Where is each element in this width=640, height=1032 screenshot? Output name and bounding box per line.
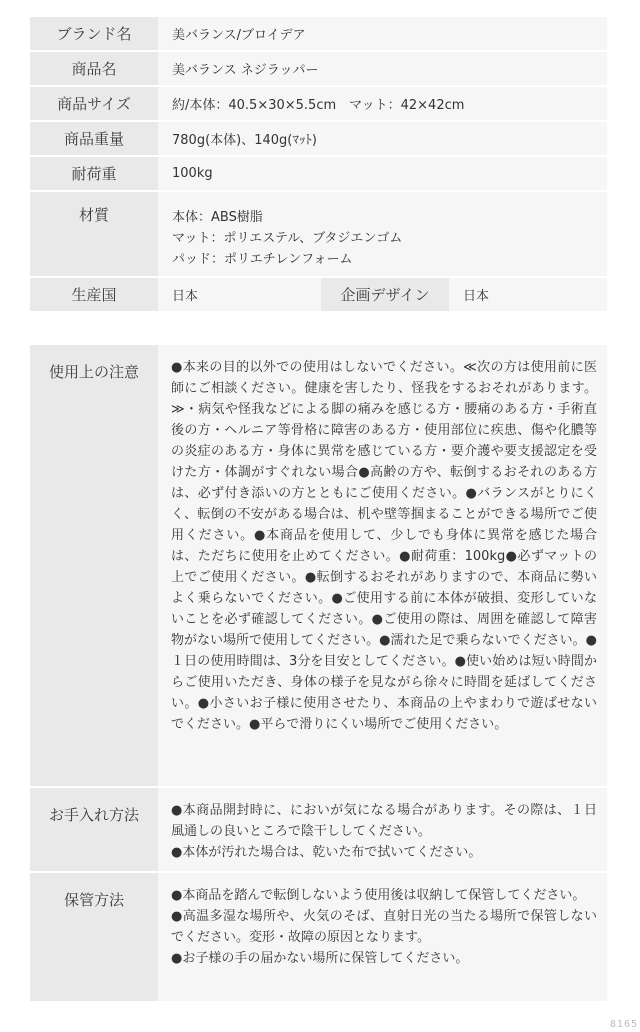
spec-value-weight: 780g(本体)、140g(ﾏｯﾄ) [158,122,607,155]
footer-code: 8165 [609,1019,638,1030]
spec-row-material [30,192,607,276]
caution-label: 使用上の注意 [30,345,158,786]
spec-row-product-name [30,52,607,85]
material-line: マット：ポリエステル、ブタジエンゴム [172,231,403,246]
spec-label-design: 企画デザイン [321,278,449,311]
spec-label-weight: 商品重量 [30,122,158,155]
spec-table [30,17,607,313]
spec-row-size [30,87,607,120]
spec-label-brand: ブランド名 [30,17,158,50]
care-line: ●本体が汚れた場合は、乾いた布で拭いてください。 [171,845,482,860]
notes-row-care [30,788,607,871]
caution-text: ●本来の目的以外での使用はしないでください。≪次の方は使用前に医師にご相談ください。健康を害したり、怪我をするおそれがあります。≫・病気や怪我などによる脚の痛みを感じる方・腰痛のある方・手術直後の方・ヘルニア等骨格に障害のある方・使用部位に疾患、傷や化膿等の炎症のある方・身体に異常を感じている方・要介護や要支援認定を受けた方・体調がすぐれない場合●高齢の方や、転倒するおそれのある方は、必ず付き添いの方とともにご使用ください。●バランスがとりにくく、転倒の不安がある場合は、机や壁等掴まることができる場所でご使用ください。●本商品を使用して、少しでも身体に異常を感じた場合は、ただちに使用を止めてください。●耐荷重：100kg●必ずマットの上でご使用ください。●転倒するおそれがありますので、本商品に勢いよく乗らないでください。●ご使用する前に本体が破損、変形していないことを必ず確認してください。●ご使用の際は、周囲を確認して障害物がない場所で使用してください。●濡れた足で乗らないでください。●１日の使用時間は、3分を目安としてください。●使い始めは短い時間からご使用いただき、身体の様子を見ながら徐々に時間を延ばしてください。●小さいお子様に使用させたり、本商品の上やまわりで遊ばせないでください。●平らで滑りにくい場所でご使用ください。 [158,345,607,786]
spec-value-size: 約/本体：40.5×30×5.5cm マット：42×42cm [158,87,607,120]
spec-value-origin: 日本 [158,278,321,311]
spec-row-weight [30,122,607,155]
storage-text [158,873,607,1001]
spec-label-material: 材質 [30,192,158,276]
notes-row-storage [30,873,607,1001]
care-line: ●本商品開封時に、においが気になる場合があります。その際は、１日風通しの良いところで陰干ししてください。 [171,803,597,839]
spec-label-origin: 生産国 [30,278,158,311]
material-line: パッド：ポリエチレンフォーム [172,252,353,267]
storage-line: ●お子様の手の届かない場所に保管してください。 [171,951,469,966]
storage-line: ●高温多湿な場所や、火気のそば、直射日光の当たる場所で保管しないでください。変形・故障の原因となります。 [171,909,597,945]
spec-value-load: 100kg [158,157,607,190]
spec-label-product-name: 商品名 [30,52,158,85]
spec-row-origin [30,278,607,311]
spec-value-product-name: 美バランス ネジラッパー [158,52,607,85]
notes-row-caution [30,345,607,786]
care-text [158,788,607,871]
spec-value-brand: 美バランス/ブロイデア [158,17,607,50]
spec-label-size: 商品サイズ [30,87,158,120]
notes-table [30,345,607,1003]
care-label: お手入れ方法 [30,788,158,871]
spec-value-design: 日本 [449,278,607,311]
spec-label-load: 耐荷重 [30,157,158,190]
spec-value-material [158,192,607,276]
storage-label: 保管方法 [30,873,158,1001]
storage-line: ●本商品を踏んで転倒しないよう使用後は収納して保管してください。 [171,888,586,903]
spec-row-load [30,157,607,190]
spec-row-brand [30,17,607,50]
material-line: 本体：ABS樹脂 [172,210,263,225]
